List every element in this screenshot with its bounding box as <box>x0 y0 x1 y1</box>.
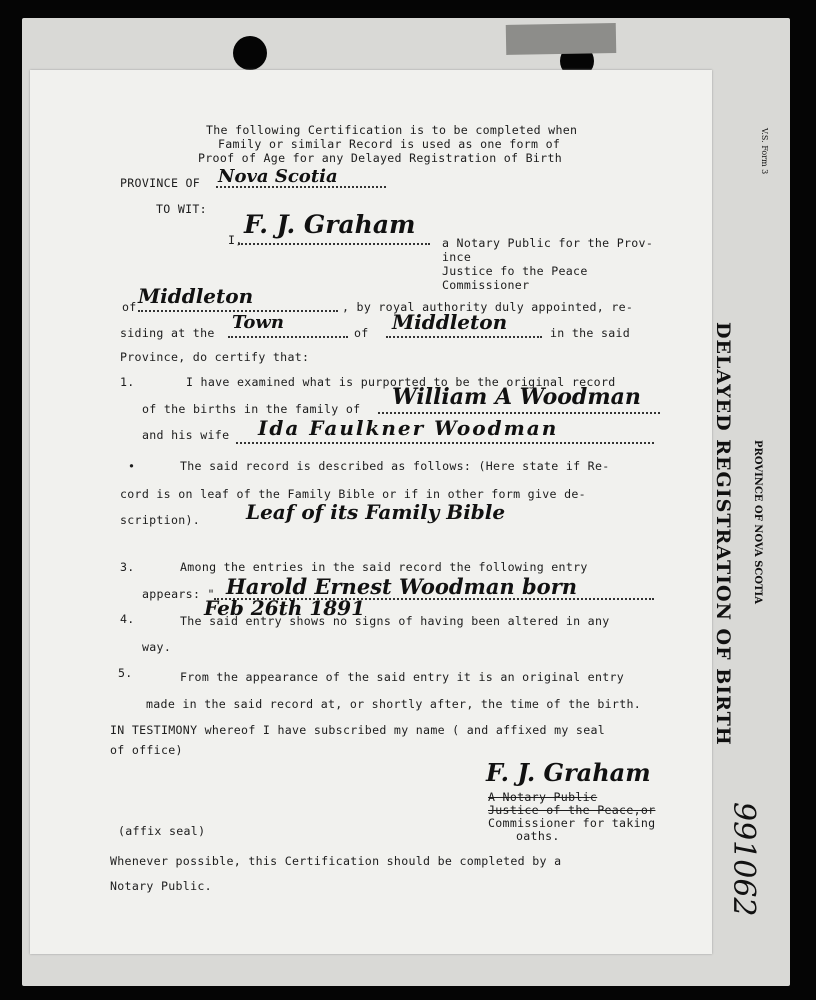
province-label: PROVINCE OF <box>120 176 201 190</box>
province-certify: Province, do certify that: <box>120 350 310 364</box>
side-number: 991062 <box>726 802 761 917</box>
item-4-number: 4. <box>120 612 135 626</box>
residing-label: siding at the <box>120 326 215 340</box>
royal-text: , by royal authority duly appointed, re- <box>342 300 634 314</box>
residing-of: of <box>354 326 369 340</box>
of-place: Middleton <box>138 284 254 308</box>
father-name: William A Woodman <box>392 384 641 410</box>
officer-option-3: Justice fo the Peace <box>442 264 588 278</box>
item-2-line-1: The said record is described as follows: (Here state if Re- <box>180 459 610 473</box>
signer-line-1: A Notary Public <box>488 790 598 804</box>
punch-hole-left <box>233 36 267 70</box>
officer-underline <box>238 243 430 245</box>
birth-date: Feb 26th 1891 <box>204 596 366 620</box>
item-1-number: 1. <box>120 375 135 389</box>
mother-name: Ida Faulkner Woodman <box>258 416 559 440</box>
item-3-line-2: appears: " <box>142 587 215 601</box>
item-3-line-1: Among the entries in the said record the following entry <box>180 560 588 574</box>
mother-underline <box>236 442 654 444</box>
in-the-said: in the said <box>550 326 631 340</box>
item-5-line-2: made in the said record at, or shortly after, the time of the birth. <box>146 697 642 711</box>
footer-line-2: Notary Public. <box>110 879 212 893</box>
of-label: of <box>122 300 137 314</box>
officer-option-4: Commissioner <box>442 278 530 292</box>
intro-line-1: The following Certification is to be completed when <box>206 123 578 137</box>
birth-entry: Harold Ernest Woodman born <box>226 574 578 599</box>
i-label: I, <box>228 233 243 247</box>
side-title: DELAYED REGISTRATION OF BIRTH <box>712 322 734 746</box>
residing-value: Town <box>232 312 284 333</box>
affix-seal: (affix seal) <box>118 824 206 838</box>
signer-line-2: Justice of the Peace,or <box>488 803 656 817</box>
item-4-line-1: The said entry shows no signs of having been altered in any <box>180 614 610 628</box>
residing-place-underline <box>386 336 542 338</box>
form-id: V.S. Form 3 <box>760 128 769 175</box>
item-1-line-2: of the births in the family of <box>142 402 361 416</box>
item-2-line-3: scription). <box>120 513 201 527</box>
officer-option-1: a Notary Public for the Prov- <box>442 236 654 250</box>
item-3-number: 3. <box>120 560 135 574</box>
tape-strip <box>506 23 617 55</box>
intro-line-3: Proof of Age for any Delayed Registration of Birth <box>198 151 563 165</box>
item-5-number: 5. <box>118 666 133 680</box>
officer-name: F. J. Graham <box>244 210 416 239</box>
record-description: Leaf of its Family Bible <box>246 500 506 524</box>
province-underline <box>216 186 386 188</box>
item-4-line-2: way. <box>142 640 172 654</box>
side-province: PROVINCE OF NOVA SCOTIA <box>752 440 763 604</box>
officer-option-2: ince <box>442 250 472 264</box>
item-5-line-1: From the appearance of the said entry it is an original entry <box>180 670 625 684</box>
father-underline <box>378 412 660 414</box>
intro-line-2: Family or similar Record is used as one form of <box>218 137 561 151</box>
footer-line-1: Whenever possible, this Certification should be completed by a <box>110 854 562 868</box>
residing-underline <box>228 336 348 338</box>
signer-line-3: Commissioner for taking <box>488 816 656 830</box>
to-wit-label: TO WIT: <box>156 202 207 216</box>
residing-place: Middleton <box>392 310 508 334</box>
officer-signature: F. J. Graham <box>486 758 651 787</box>
province-value: Nova Scotia <box>218 166 338 187</box>
item-1-line-1: I have examined what is purported to be the original record <box>186 375 616 389</box>
item-2-number: • <box>128 459 136 473</box>
testimony-line-1: IN TESTIMONY whereof I have subscribed my name ( and affixed my seal <box>110 723 606 737</box>
item-2-line-2: cord is on leaf of the Family Bible or if in other form give de- <box>120 487 586 501</box>
item-1-line-3: and his wife <box>142 428 230 442</box>
testimony-line-2: of office) <box>110 743 183 757</box>
signer-line-4: oaths. <box>516 829 560 843</box>
